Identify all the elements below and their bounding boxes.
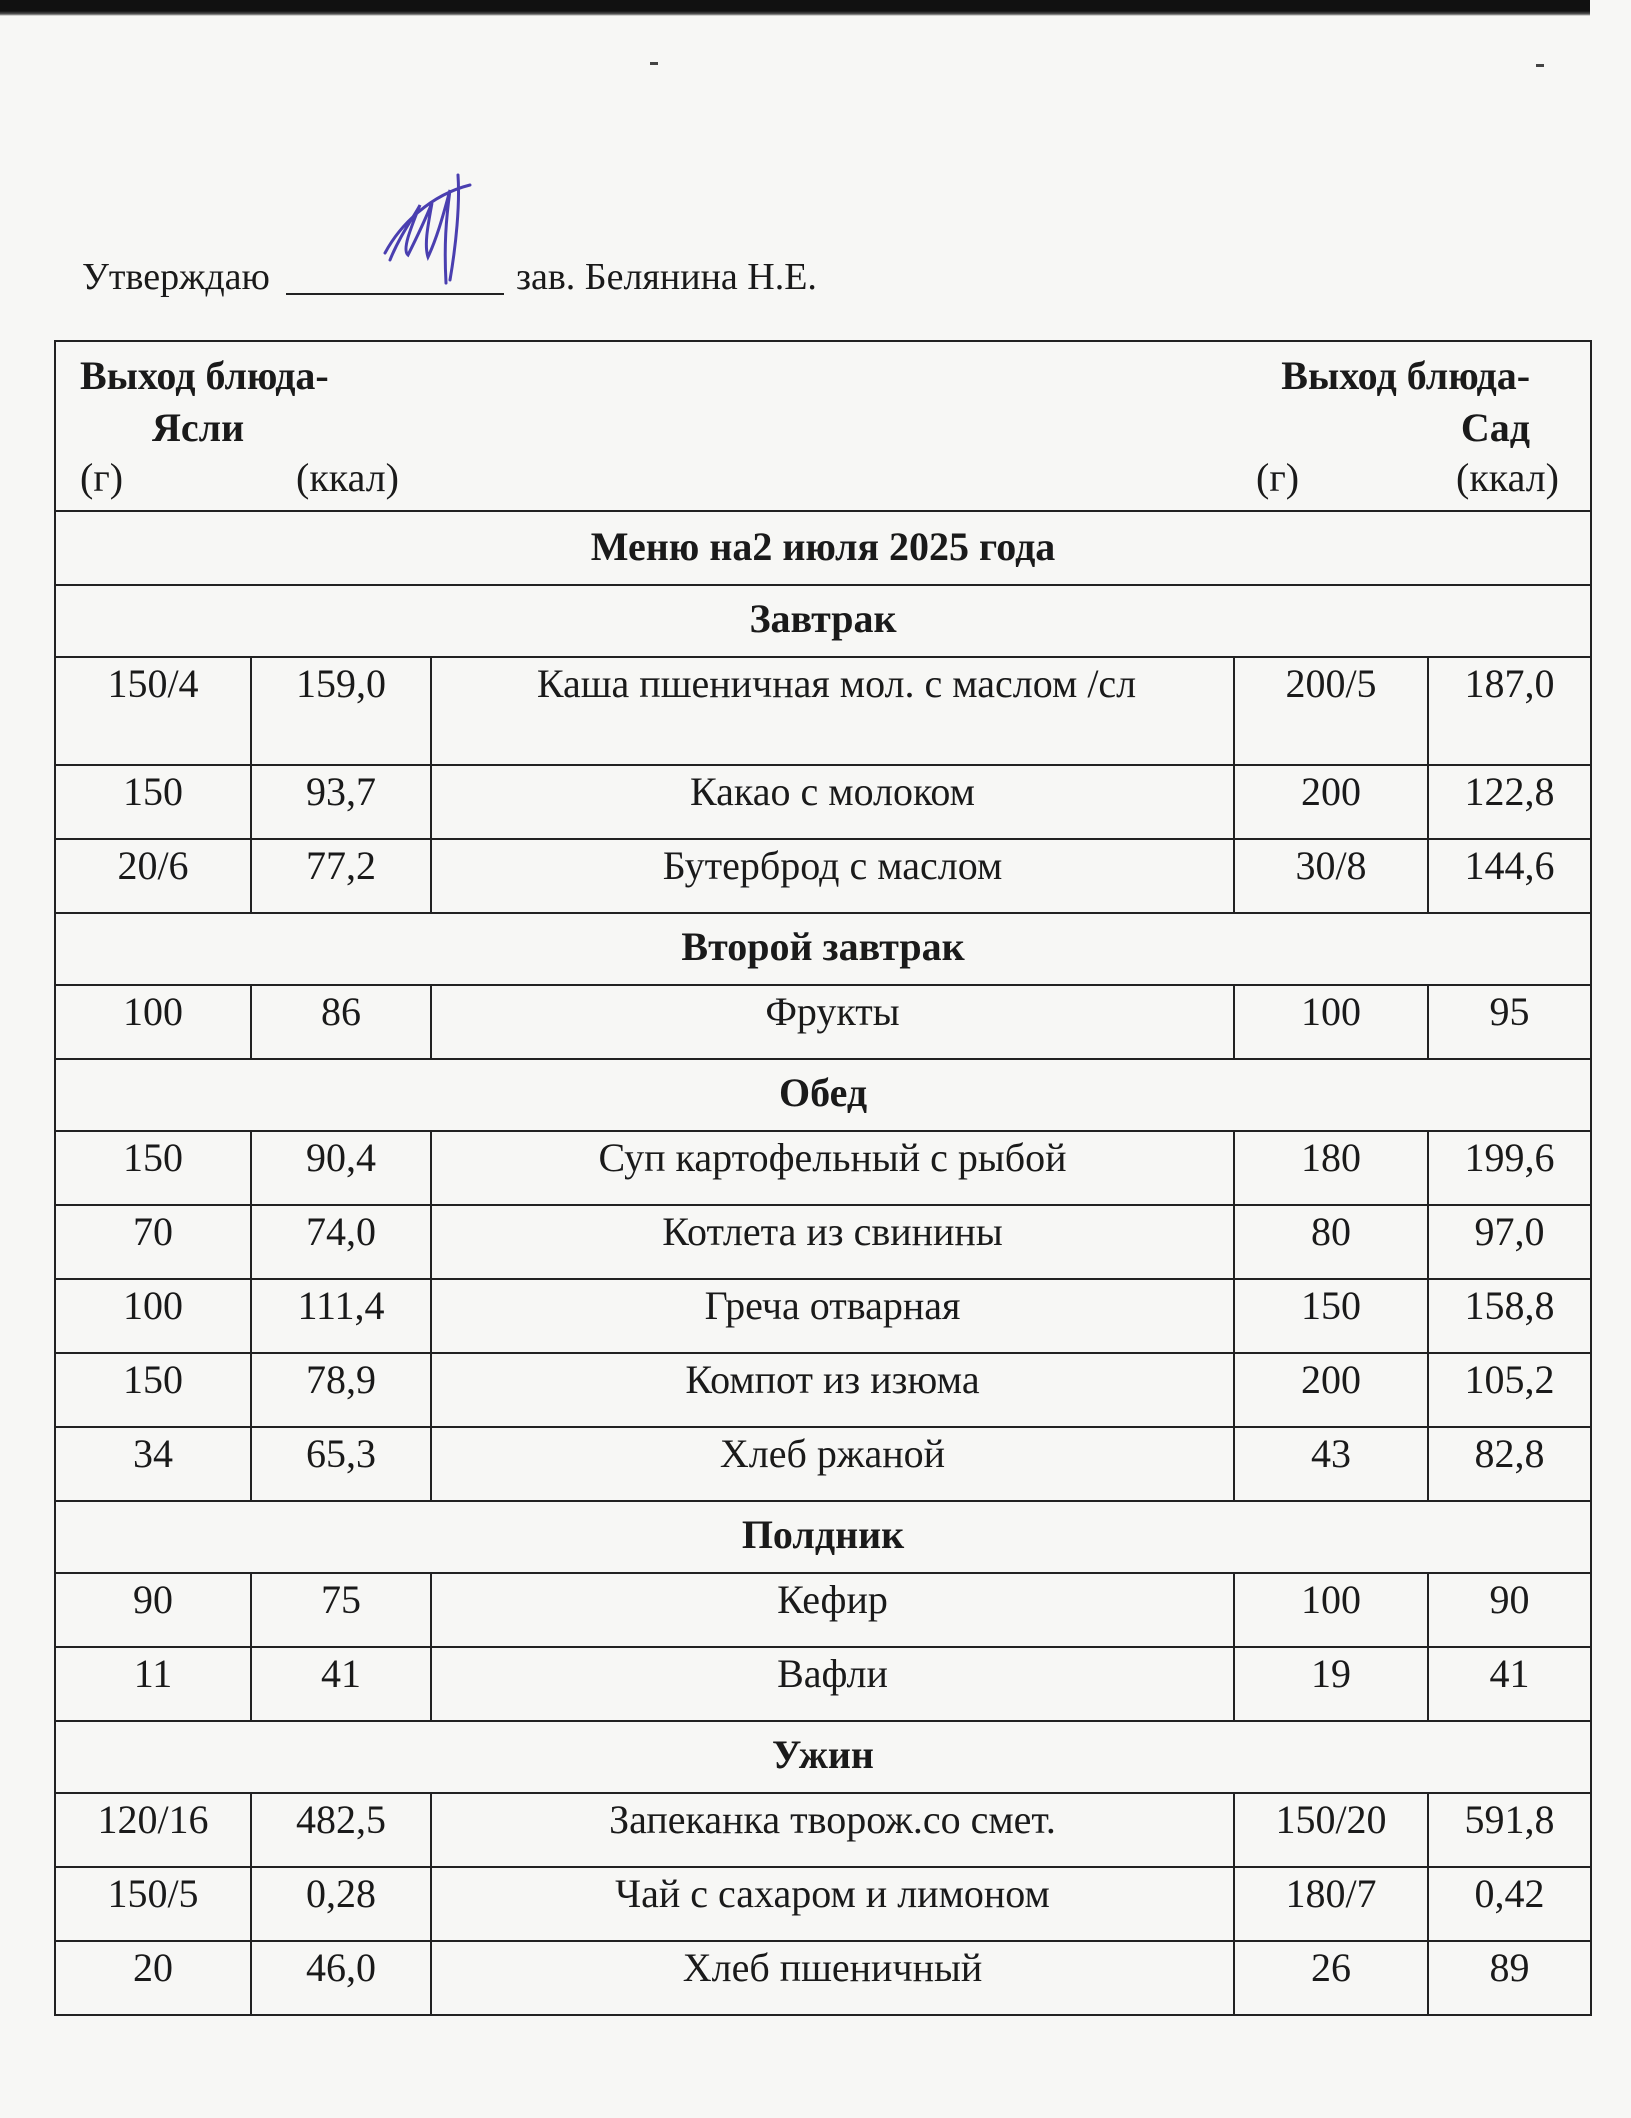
nursery-grams-cell: 120/16 (55, 1793, 251, 1867)
nursery-kcal-cell: 0,28 (251, 1867, 431, 1941)
garden-grams-cell: 80 (1234, 1205, 1428, 1279)
garden-unit-grams: (г) (1256, 455, 1300, 500)
garden-grams-cell: 200 (1234, 765, 1428, 839)
dish-name-cell: Бутерброд с маслом (431, 839, 1234, 913)
nursery-heading-line1: Выход блюда- (80, 353, 329, 398)
header-row (55, 341, 1591, 511)
nursery-output-heading (80, 350, 329, 454)
menu-title-row (55, 511, 1591, 585)
section-title: Завтрак (55, 585, 1591, 657)
menu-item-row (55, 1793, 1591, 1867)
garden-kcal-cell: 90 (1428, 1573, 1591, 1647)
garden-grams-cell: 150 (1234, 1279, 1428, 1353)
garden-kcal-cell: 122,8 (1428, 765, 1591, 839)
section-row (55, 585, 1591, 657)
approval-label: Утверждаю (82, 256, 270, 298)
garden-grams-cell: 100 (1234, 985, 1428, 1059)
nursery-kcal-cell: 65,3 (251, 1427, 431, 1501)
dish-name-cell: Компот из изюма (431, 1353, 1234, 1427)
menu-item-row (55, 1647, 1591, 1721)
nursery-grams-cell: 150/5 (55, 1867, 251, 1941)
menu-item-row (55, 1573, 1591, 1647)
garden-grams-cell: 100 (1234, 1573, 1428, 1647)
dish-name-cell: Суп картофельный с рыбой (431, 1131, 1234, 1205)
scan-speck (650, 62, 658, 65)
nursery-grams-cell: 150 (55, 765, 251, 839)
nursery-kcal-cell: 46,0 (251, 1941, 431, 2015)
garden-grams-cell: 180 (1234, 1131, 1428, 1205)
scan-speck (1536, 64, 1544, 67)
garden-kcal-cell: 97,0 (1428, 1205, 1591, 1279)
dish-name-cell: Каша пшеничная мол. с маслом /сл (431, 657, 1234, 765)
nursery-kcal-cell: 86 (251, 985, 431, 1059)
menu-item-row (55, 1867, 1591, 1941)
menu-item-row (55, 1353, 1591, 1427)
nursery-kcal-cell: 75 (251, 1573, 431, 1647)
garden-kcal-cell: 89 (1428, 1941, 1591, 2015)
scan-top-edge (0, 0, 1590, 16)
menu-item-row (55, 839, 1591, 913)
garden-grams-cell: 200 (1234, 1353, 1428, 1427)
garden-grams-cell: 150/20 (1234, 1793, 1428, 1867)
nursery-kcal-cell: 77,2 (251, 839, 431, 913)
garden-grams-cell: 43 (1234, 1427, 1428, 1501)
garden-kcal-cell: 158,8 (1428, 1279, 1591, 1353)
dish-name-cell: Чай с сахаром и лимоном (431, 1867, 1234, 1941)
nursery-kcal-cell: 90,4 (251, 1131, 431, 1205)
approval-signer: зав. Белянина Н.Е. (515, 256, 817, 298)
dish-name-cell: Хлеб ржаной (431, 1427, 1234, 1501)
garden-kcal-cell: 0,42 (1428, 1867, 1591, 1941)
garden-kcal-cell: 105,2 (1428, 1353, 1591, 1427)
nursery-kcal-cell: 74,0 (251, 1205, 431, 1279)
menu-item-row (55, 1427, 1591, 1501)
dish-name-cell: Какао с молоком (431, 765, 1234, 839)
dish-name-cell: Котлета из свинины (431, 1205, 1234, 1279)
section-row (55, 913, 1591, 985)
nursery-grams-cell: 150 (55, 1131, 251, 1205)
garden-grams-cell: 30/8 (1234, 839, 1428, 913)
section-title: Ужин (55, 1721, 1591, 1793)
menu-item-row (55, 1279, 1591, 1353)
garden-kcal-cell: 41 (1428, 1647, 1591, 1721)
garden-kcal-cell: 591,8 (1428, 1793, 1591, 1867)
garden-output-heading (1281, 350, 1530, 454)
nursery-kcal-cell: 78,9 (251, 1353, 431, 1427)
nursery-kcal-cell: 159,0 (251, 657, 431, 765)
garden-grams-cell: 200/5 (1234, 657, 1428, 765)
garden-kcal-cell: 82,8 (1428, 1427, 1591, 1501)
header-cell (55, 341, 1591, 511)
nursery-kcal-cell: 41 (251, 1647, 431, 1721)
garden-kcal-cell: 187,0 (1428, 657, 1591, 765)
menu-item-row (55, 1205, 1591, 1279)
menu-item-row (55, 765, 1591, 839)
garden-kcal-cell: 199,6 (1428, 1131, 1591, 1205)
garden-grams-cell: 19 (1234, 1647, 1428, 1721)
nursery-kcal-cell: 111,4 (251, 1279, 431, 1353)
dish-name-cell: Хлеб пшеничный (431, 1941, 1234, 2015)
garden-unit-kcal: (ккал) (1456, 455, 1559, 500)
nursery-unit-kcal: (ккал) (296, 455, 399, 500)
nursery-grams-cell: 100 (55, 1279, 251, 1353)
garden-heading-line1: Выход блюда- (1281, 353, 1531, 398)
section-title: Полдник (55, 1501, 1591, 1573)
garden-grams-cell: 26 (1234, 1941, 1428, 2015)
nursery-heading-line2: Ясли (152, 405, 245, 450)
nursery-grams-cell: 70 (55, 1205, 251, 1279)
menu-item-row (55, 657, 1591, 765)
nursery-grams-cell: 20/6 (55, 839, 251, 913)
nursery-unit-grams: (г) (80, 455, 124, 500)
section-row (55, 1059, 1591, 1131)
menu-title: Меню на2 июля 2025 года (55, 511, 1591, 585)
nursery-grams-cell: 150 (55, 1353, 251, 1427)
nursery-grams-cell: 150/4 (55, 657, 251, 765)
dish-name-cell: Греча отварная (431, 1279, 1234, 1353)
menu-item-row (55, 1131, 1591, 1205)
garden-heading-line2: Сад (1460, 405, 1531, 450)
dish-name-cell: Запеканка творож.со смет. (431, 1793, 1234, 1867)
menu-item-row (55, 1941, 1591, 2015)
section-row (55, 1501, 1591, 1573)
menu-table (54, 340, 1592, 2016)
dish-name-cell: Вафли (431, 1647, 1234, 1721)
nursery-grams-cell: 90 (55, 1573, 251, 1647)
dish-name-cell: Фрукты (431, 985, 1234, 1059)
garden-kcal-cell: 144,6 (1428, 839, 1591, 913)
section-row (55, 1721, 1591, 1793)
nursery-grams-cell: 34 (55, 1427, 251, 1501)
section-title: Обед (55, 1059, 1591, 1131)
section-title: Второй завтрак (55, 913, 1591, 985)
dish-name-cell: Кефир (431, 1573, 1234, 1647)
garden-kcal-cell: 95 (1428, 985, 1591, 1059)
menu-item-row (55, 985, 1591, 1059)
nursery-kcal-cell: 93,7 (251, 765, 431, 839)
nursery-grams-cell: 11 (55, 1647, 251, 1721)
nursery-grams-cell: 100 (55, 985, 251, 1059)
garden-grams-cell: 180/7 (1234, 1867, 1428, 1941)
signature-mark (370, 165, 490, 305)
nursery-kcal-cell: 482,5 (251, 1793, 431, 1867)
nursery-grams-cell: 20 (55, 1941, 251, 2015)
